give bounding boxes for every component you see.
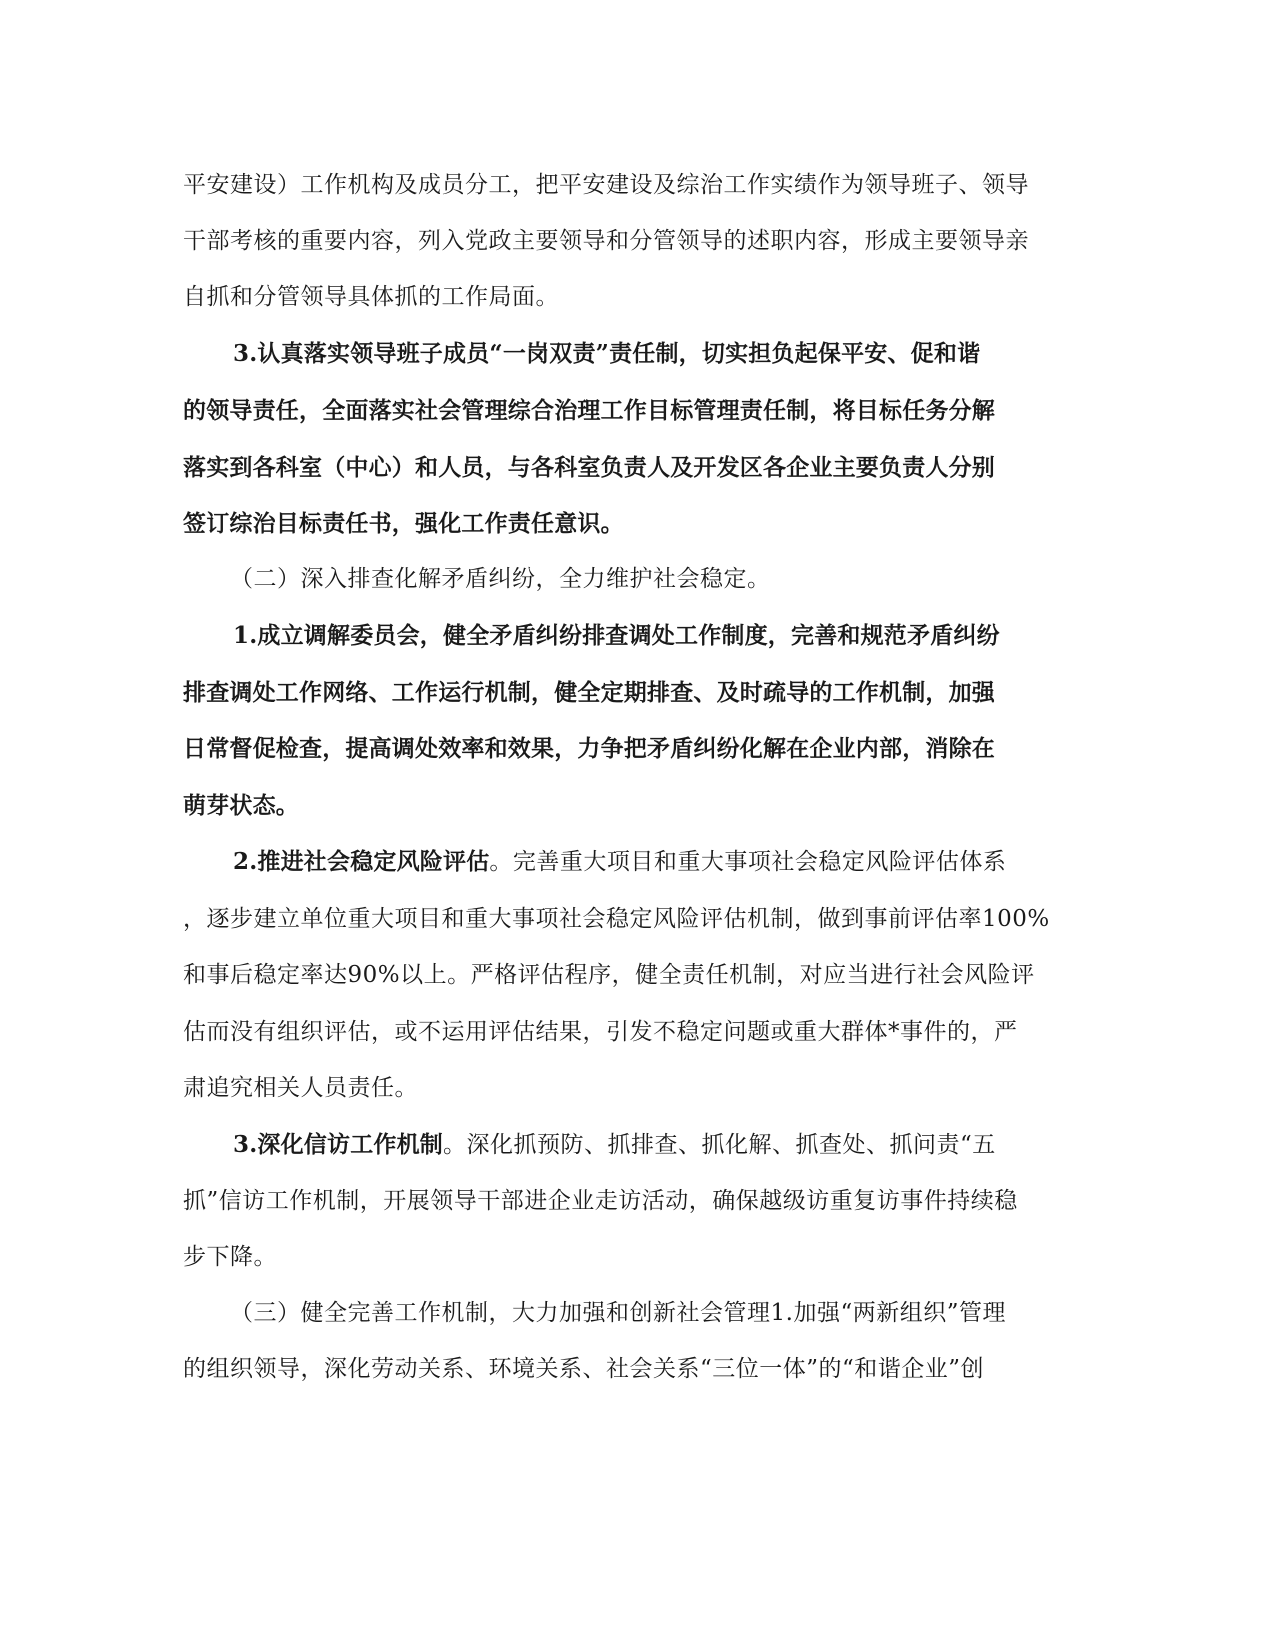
item-heading: 3.深化信访工作机制 — [233, 1131, 444, 1158]
paragraph-line: 肃追究相关人员责任。 — [183, 1075, 418, 1101]
paragraph-line — [233, 1130, 1133, 1160]
paragraph-line: 抓”信访工作机制，开展领导干部进企业走访活动，确保越级访重复访事件持续稳 — [183, 1188, 1018, 1214]
paragraph-line: ，逐步建立单位重大项目和重大事项社会稳定风险评估机制，做到事前评估率100% — [183, 906, 1050, 932]
paragraph-line: 步下降。 — [183, 1244, 277, 1270]
paragraph-line: 1.成立调解委员会，健全矛盾纠纷排查调处工作制度，完善和规范矛盾纠纷 — [233, 622, 1000, 649]
paragraph-line: 日常督促检查，提高调处效率和效果，力争把矛盾纠纷化解在企业内部，消除在 — [183, 735, 995, 762]
section-heading: （三）健全完善工作机制，大力加强和创新社会管理1.加强“两新组织”管理 — [230, 1300, 1006, 1326]
paragraph-line: 萌芽状态。 — [183, 792, 299, 819]
paragraph-line: 排查调处工作网络、工作运行机制，健全定期排查、及时疏导的工作机制，加强 — [183, 679, 995, 706]
paragraph-line: 自抓和分管领导具体抓的工作局面。 — [183, 284, 559, 310]
section-heading: （二）深入排查化解矛盾纠纷，全力维护社会稳定。 — [230, 566, 771, 592]
paragraph-line: 平安建设）工作机构及成员分工，把平安建设及综治工作实绩作为领导班子、领导 — [183, 172, 1029, 198]
paragraph-line: 干部考核的重要内容，列入党政主要领导和分管领导的述职内容，形成主要领导亲 — [183, 228, 1029, 254]
paragraph-line: 的组织领导，深化劳动关系、环境关系、社会关系“三位一体”的“和谐企业”创 — [183, 1356, 985, 1382]
paragraph-line — [233, 847, 1133, 877]
paragraph-line: 签订综治目标责任书，强化工作责任意识。 — [183, 510, 624, 537]
paragraph-line: 3.认真落实领导班子成员“一岗双责”责任制，切实担负起保平安、促和谐 — [233, 340, 981, 367]
paragraph-line: 落实到各科室（中心）和人员，与各科室负责人及开发区各企业主要负责人分别 — [183, 454, 995, 481]
paragraph-line: 的领导责任，全面落实社会管理综合治理工作目标管理责任制，将目标任务分解 — [183, 397, 995, 424]
item-text: 。深化抓预防、抓排查、抓化解、抓查处、抓问责“五 — [443, 1132, 996, 1158]
item-text: 。完善重大项目和重大事项社会稳定风险评估体系 — [489, 849, 1007, 875]
paragraph-line: 估而没有组织评估，或不运用评估结果，引发不稳定问题或重大群体*事件的，严 — [183, 1019, 1018, 1045]
paragraph-line: 和事后稳定率达90%以上。严格评估程序，健全责任机制，对应当进行社会风险评 — [183, 962, 1035, 988]
item-heading: 2.推进社会稳定风险评估 — [233, 848, 490, 875]
